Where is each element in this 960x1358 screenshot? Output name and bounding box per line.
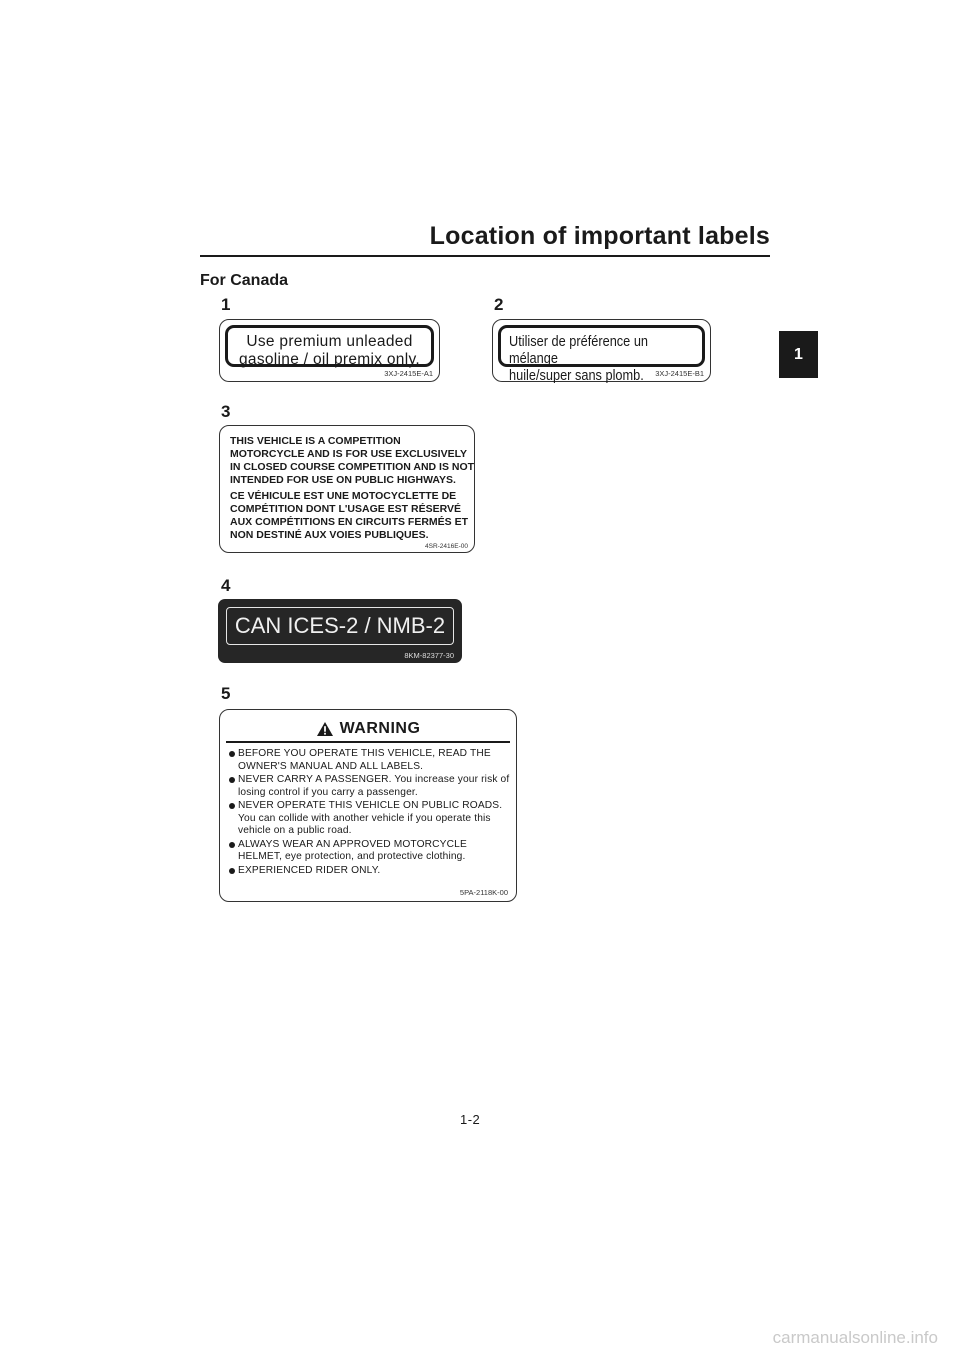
label-2	[492, 319, 711, 382]
label-3-en-line-3: IN CLOSED COURSE COMPETITION AND IS NOT	[230, 461, 475, 473]
label-4-text: CAN ICES-2 / NMB-2	[226, 607, 454, 645]
label-5	[219, 709, 517, 902]
label-3-en-line-1: THIS VEHICLE IS A COMPETITION	[230, 435, 401, 447]
label-2-line-1: Utiliser de préférence un mélange	[509, 334, 649, 367]
label-3-en-line-2: MOTORCYCLE AND IS FOR USE EXCLUSIVELY	[230, 448, 468, 460]
chapter-tab[interactable]: 1	[779, 331, 818, 378]
label-2-code: 3XJ-2415E-B1	[655, 369, 704, 378]
label-1-line-2: gasoline / oil premix only.	[239, 351, 420, 368]
label-3-en-line-4: INTENDED FOR USE ON PUBLIC HIGHWAYS.	[230, 474, 456, 486]
label-5-code: 5PA-2118K-00	[459, 888, 508, 897]
watermark: carmanualsonline.info	[772, 1328, 938, 1347]
label-1-frame	[225, 325, 434, 367]
warning-item: EXPERIENCED RIDER ONLY.	[228, 865, 510, 878]
label-3-code: 4SR-2416E-00	[425, 543, 468, 550]
warning-list	[228, 748, 510, 878]
page-number: 1-2	[460, 1112, 481, 1127]
warning-title: WARNING	[339, 719, 421, 737]
label-2-line-2: huile/super sans plomb.	[509, 368, 644, 384]
label-4-code: 8KM-82377-30	[404, 651, 454, 660]
label-3-english	[230, 435, 474, 487]
warning-item: BEFORE YOU OPERATE THIS VEHICLE, READ THE OWNER'S MANUAL AND ALL LABELS.	[228, 748, 510, 773]
label-1-code: 3XJ-2415E-A1	[384, 369, 433, 378]
label-3	[219, 425, 475, 553]
warning-item: ALWAYS WEAR AN APPROVED MOTORCYCLE HELMET, eye protection, and protective clothing.	[228, 839, 510, 864]
warning-triangle-icon	[316, 721, 334, 737]
label-1-number: 1	[221, 295, 231, 314]
label-1-text	[228, 333, 431, 369]
section-heading: For Canada	[200, 272, 289, 289]
label-5-number: 5	[221, 684, 231, 703]
warning-item: NEVER OPERATE THIS VEHICLE ON PUBLIC ROADS. You can collide with another vehicle if you operate this vehicle on a public road.	[228, 800, 510, 838]
label-2-number: 2	[494, 295, 504, 314]
title-rule	[200, 255, 770, 257]
label-3-french	[230, 490, 468, 542]
page-title: Location of important labels	[429, 222, 770, 250]
warning-header	[226, 716, 510, 743]
label-2-text	[509, 334, 679, 385]
label-3-fr-line-1: CE VÉHICULE EST UNE MOTOCYCLETTE DE	[230, 490, 457, 502]
label-4-number: 4	[221, 576, 231, 595]
label-3-number: 3	[221, 402, 231, 421]
label-3-fr-line-2: COMPÉTITION DONT L'USAGE EST RÉSERVÉ	[230, 503, 461, 515]
label-1	[219, 319, 440, 382]
warning-item: NEVER CARRY A PASSENGER. You increase your risk of losing control if you carry a passenger.	[228, 774, 510, 799]
label-4	[218, 599, 462, 663]
label-3-fr-line-4: NON DESTINÉ AUX VOIES PUBLIQUES.	[230, 529, 429, 541]
label-3-fr-line-3: AUX COMPÉTITIONS EN CIRCUITS FERMÉS ET	[230, 516, 469, 528]
label-1-line-1: Use premium unleaded	[246, 333, 413, 350]
